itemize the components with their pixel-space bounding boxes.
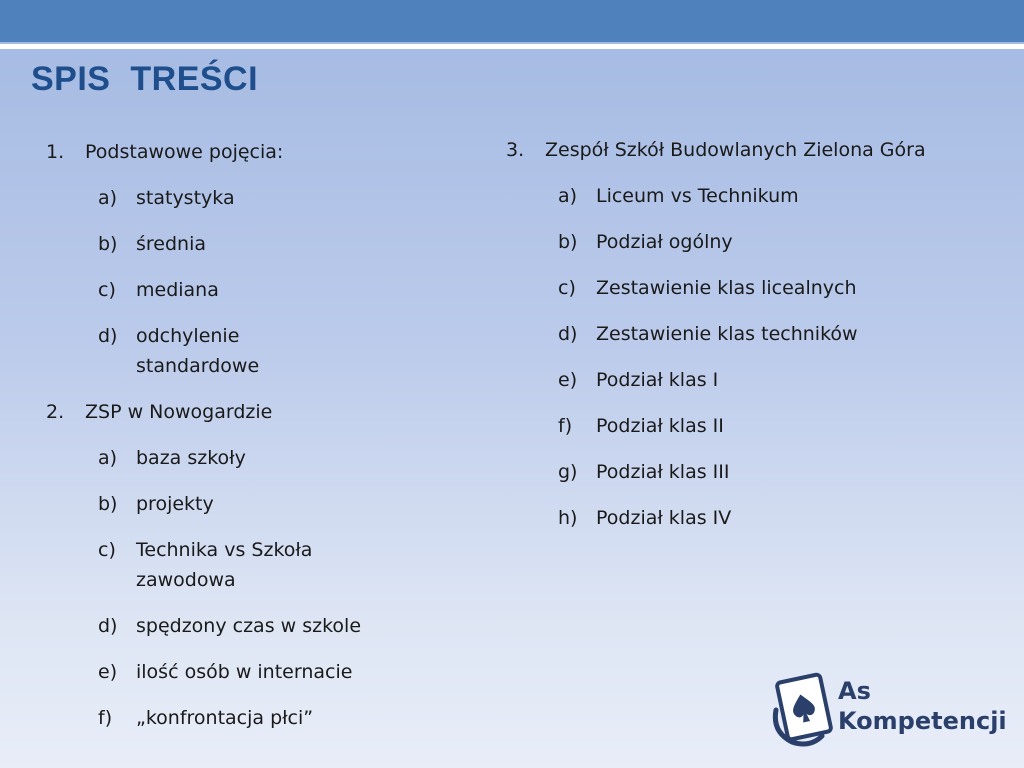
toc-item bbox=[506, 365, 986, 395]
toc-item bbox=[46, 321, 466, 381]
toc-item bbox=[46, 443, 466, 473]
toc-item-marker: a) bbox=[98, 447, 118, 469]
header-divider bbox=[0, 44, 1024, 49]
toc-item-marker: c) bbox=[98, 539, 116, 561]
toc-item-marker: e) bbox=[558, 369, 578, 391]
toc-item-text: baza szkoły bbox=[136, 447, 246, 469]
toc-item-text: projekty bbox=[136, 493, 214, 515]
toc-item-text: Liceum vs Technikum bbox=[596, 185, 799, 207]
toc-item-text: Podział klas II bbox=[596, 415, 724, 437]
toc-item-text: Podział klas IV bbox=[596, 507, 732, 529]
toc-item bbox=[506, 227, 986, 257]
toc-item-text: odchylenie standardowe bbox=[136, 325, 260, 377]
header-band bbox=[0, 0, 1024, 42]
toc-item-marker: 1. bbox=[46, 141, 65, 163]
toc-item-marker: c) bbox=[98, 279, 116, 301]
toc-item bbox=[506, 273, 986, 303]
toc-item bbox=[506, 457, 986, 487]
logo-wordmark bbox=[838, 676, 1007, 736]
toc-item bbox=[506, 319, 986, 349]
toc-item bbox=[46, 489, 466, 519]
toc-item-marker: d) bbox=[98, 615, 118, 637]
toc-item-marker: b) bbox=[98, 493, 118, 515]
logo-line-2: Kompetencji bbox=[838, 707, 1007, 735]
toc-item-marker: h) bbox=[558, 507, 578, 529]
toc-item bbox=[506, 135, 986, 165]
toc-item bbox=[46, 535, 466, 595]
toc-item bbox=[506, 181, 986, 211]
toc-right-column bbox=[506, 135, 986, 549]
toc-item bbox=[46, 703, 466, 733]
toc-left-column bbox=[46, 137, 466, 749]
toc-item-marker: d) bbox=[98, 325, 118, 347]
toc-item bbox=[506, 411, 986, 441]
toc-item-marker: a) bbox=[558, 185, 578, 207]
slide-title: SPIS TREŚCI bbox=[31, 60, 259, 98]
spade-card-icon bbox=[775, 674, 831, 744]
toc-item bbox=[46, 611, 466, 641]
toc-item-marker: f) bbox=[98, 707, 113, 729]
toc-item-text: Podstawowe pojęcia: bbox=[85, 141, 284, 163]
toc-item-text: ilość osób w internacie bbox=[136, 661, 353, 683]
toc-item-marker: 2. bbox=[46, 401, 65, 423]
toc-item-text: średnia bbox=[136, 233, 207, 255]
toc-item bbox=[46, 137, 466, 167]
toc-item bbox=[46, 229, 466, 259]
toc-item bbox=[46, 397, 466, 427]
toc-item-marker: a) bbox=[98, 187, 118, 209]
toc-item-marker: 3. bbox=[506, 139, 525, 161]
logo-line-1: As bbox=[838, 677, 871, 705]
toc-item-marker: g) bbox=[558, 461, 578, 483]
toc-item bbox=[506, 503, 986, 533]
toc-item-text: Zespół Szkół Budowlanych Zielona Góra bbox=[545, 139, 926, 161]
toc-item-text: Technika vs Szkoła zawodowa bbox=[136, 539, 313, 591]
toc-item-marker: b) bbox=[558, 231, 578, 253]
toc-item bbox=[46, 183, 466, 213]
toc-item bbox=[46, 657, 466, 687]
toc-item-text: Podział klas I bbox=[596, 369, 719, 391]
toc-item-text: „konfrontacja płci” bbox=[136, 707, 314, 729]
toc-item-text: Podział klas III bbox=[596, 461, 730, 483]
toc-item-text: Zestawienie klas techników bbox=[596, 323, 858, 345]
toc-item-text: statystyka bbox=[136, 187, 235, 209]
toc-item-marker: f) bbox=[558, 415, 573, 437]
toc-item-text: Zestawienie klas licealnych bbox=[596, 277, 857, 299]
toc-item-marker: b) bbox=[98, 233, 118, 255]
toc-item bbox=[46, 275, 466, 305]
toc-item-text: ZSP w Nowogardzie bbox=[85, 401, 273, 423]
toc-item-marker: e) bbox=[98, 661, 118, 683]
toc-item-marker: d) bbox=[558, 323, 578, 345]
toc-item-text: spędzony czas w szkole bbox=[136, 615, 362, 637]
toc-item-marker: c) bbox=[558, 277, 576, 299]
toc-item-text: Podział ogólny bbox=[596, 231, 733, 253]
toc-item-text: mediana bbox=[136, 279, 219, 301]
